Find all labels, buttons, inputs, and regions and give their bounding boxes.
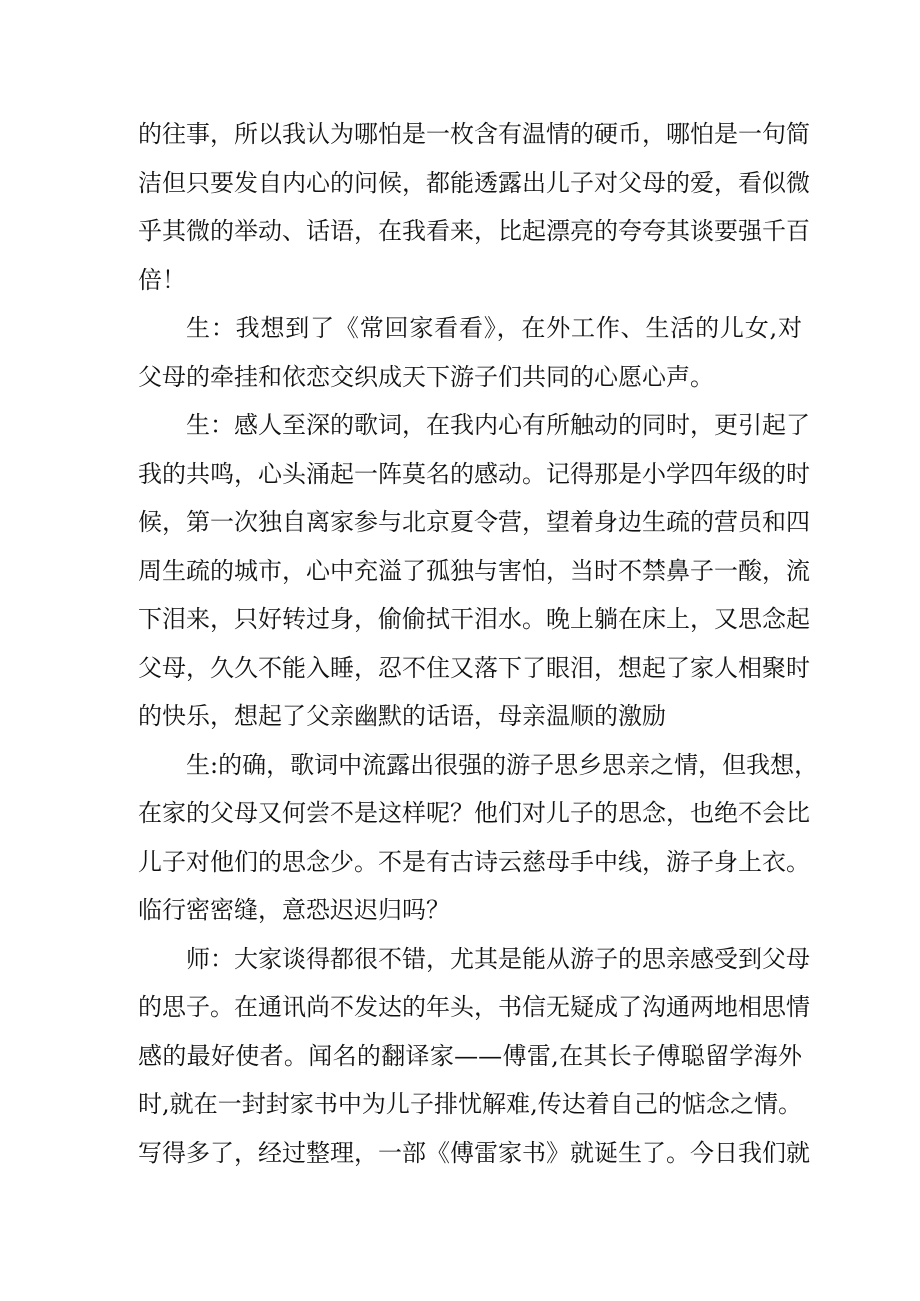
text-line-22: 写得多了，经过整理，一部《傅雷家书》就诞生了。今日我们就	[138, 1138, 810, 1167]
text-line-9: 候，第一次独自离家参与北京夏令营，望着身边生疏的营员和四	[138, 508, 810, 536]
text-line-6: 父母的牵挂和依恋交织成天下游子们共同的心愿心声。	[138, 362, 714, 391]
text-line-19: 的思子。在通讯尚不发达的年头，书信无疑成了沟通两地相思情	[138, 993, 810, 1021]
text-line-1: 的往事，所以我认为哪怕是一枚含有温情的硬币，哪怕是一句简	[138, 120, 810, 148]
text-line-7: 生：感人至深的歌词，在我内心有所触动的同时，更引起了	[186, 411, 810, 439]
text-line-21: 时,就在一封封家书中为儿子排忧解难,传达着自己的惦念之情。	[138, 1090, 802, 1118]
text-line-2: 洁但只要发自内心的问候，都能透露出儿子对父母的爱，看似微	[138, 168, 810, 197]
text-line-17: 临行密密缝，意恐迟迟归吗？	[138, 896, 450, 924]
text-line-18: 师：大家谈得都很不错，尤其是能从游子的思亲感受到父母	[186, 944, 810, 973]
text-line-8: 我的共鸣，心头涌起一阵莫名的感动。记得那是小学四年级的时	[138, 459, 810, 488]
text-line-3: 乎其微的举动、话语，在我看来，比起漂亮的夸夸其谈要强千百	[138, 217, 810, 245]
text-line-14: 生:的确，歌词中流露出很强的游子思乡思亲之情，但我想，	[186, 750, 819, 779]
text-line-4: 倍！	[138, 265, 186, 294]
text-line-13: 的快乐，想起了父亲幽默的话语，母亲温顺的激励	[138, 702, 666, 730]
text-line-10: 周生疏的城市，心中充溢了孤独与害怕，当时不禁鼻子一酸，流	[138, 556, 810, 585]
document-body	[138, 110, 819, 1177]
text-line-16: 儿子对他们的思念少。不是有古诗云慈母手中线，游子身上衣。	[138, 847, 810, 876]
text-line-11: 下泪来，只好转过身，偷偷拭干泪水。晚上躺在床上，又思念起	[138, 605, 810, 633]
text-line-15: 在家的父母又何尝不是这样呢？他们对儿子的思念，也绝不会比	[138, 799, 810, 827]
text-line-20: 感的最好使者。闻名的翻译家——傅雷,在其长子傅聪留学海外	[138, 1041, 802, 1070]
text-line-5: 生：我想到了《常回家看看》，在外工作、生活的儿女,对	[186, 314, 802, 342]
text-line-12: 父母，久久不能入睡，忍不住又落下了眼泪，想起了家人相聚时	[138, 653, 810, 682]
